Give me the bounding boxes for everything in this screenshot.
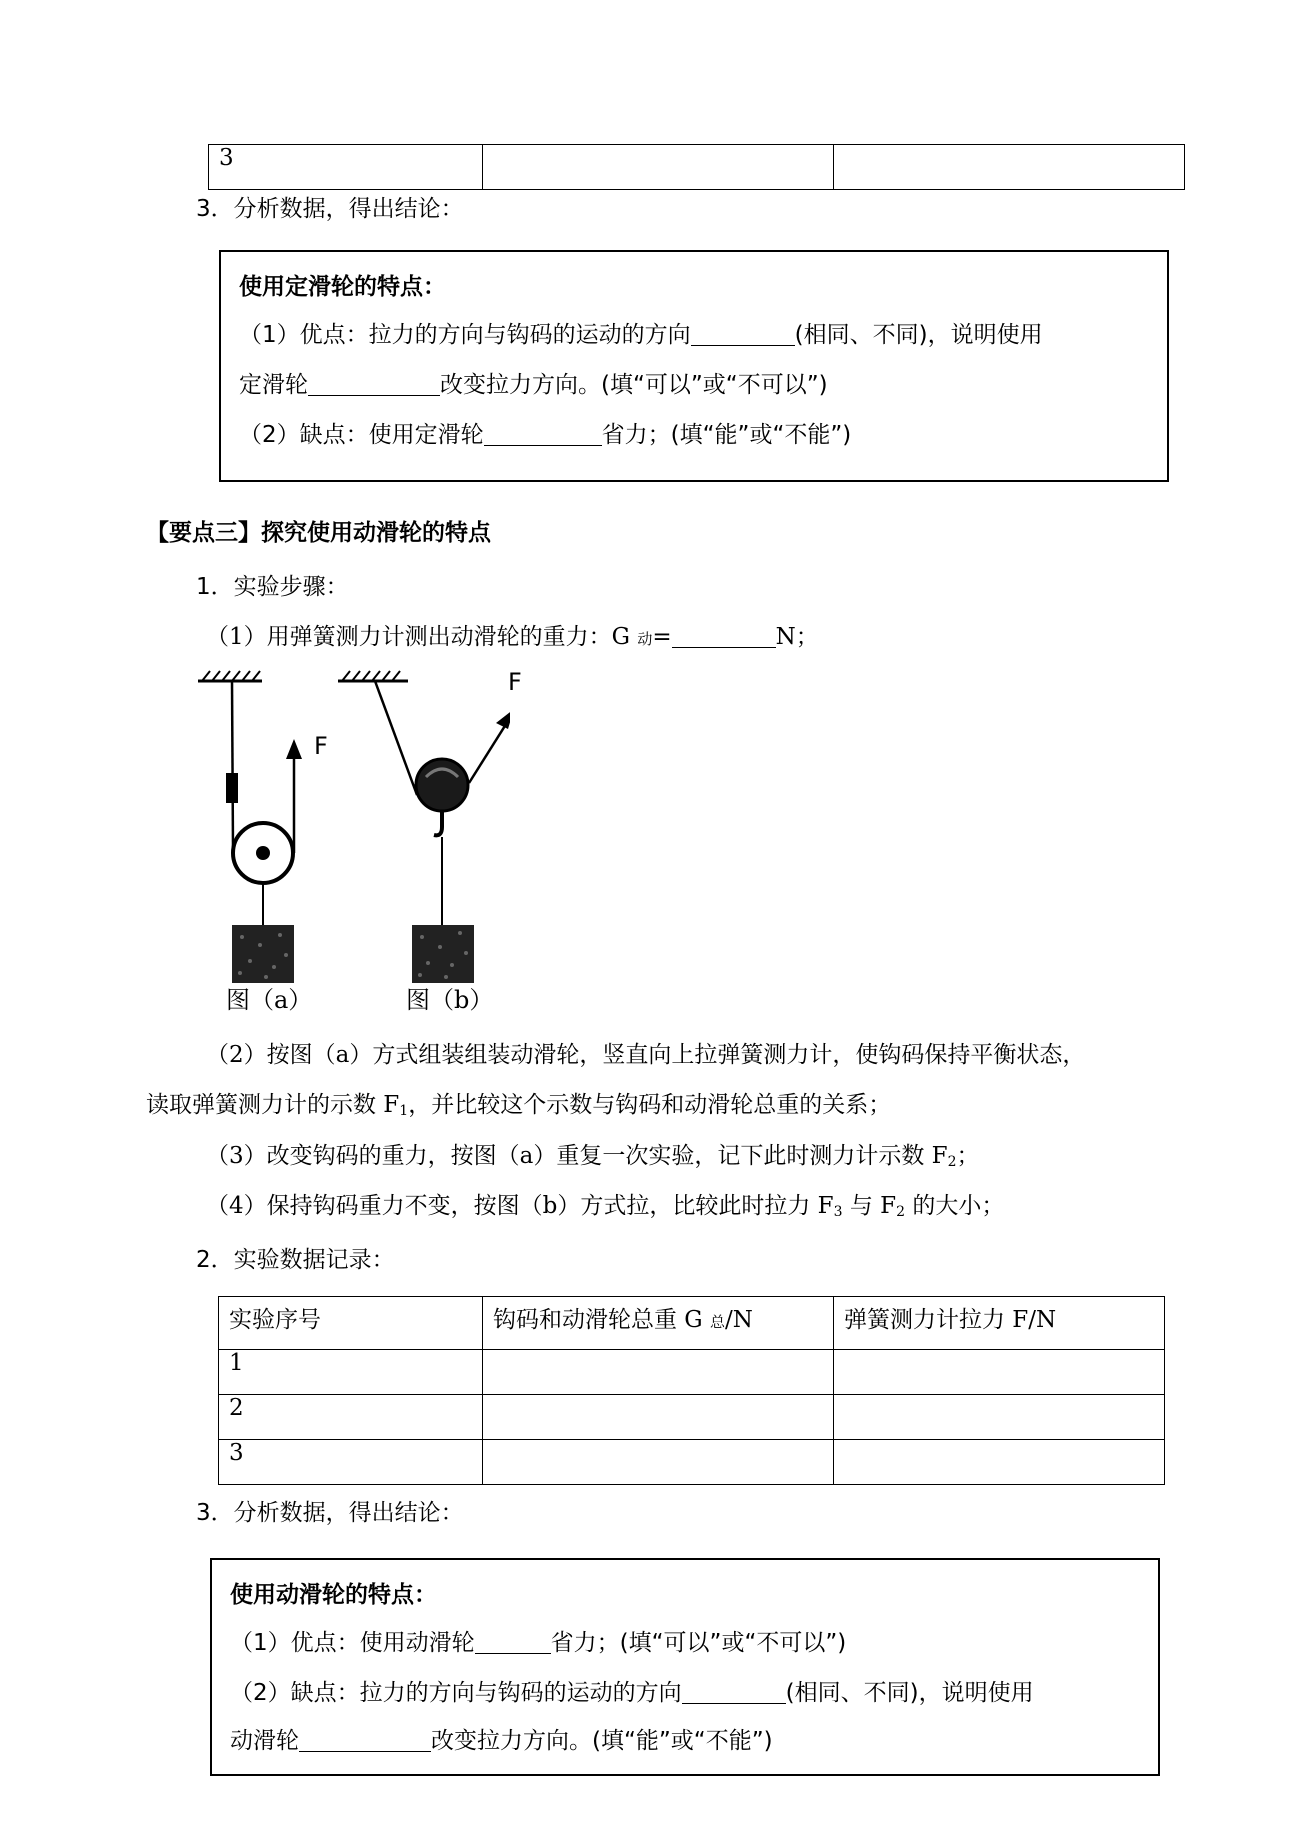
answer-blank[interactable] — [299, 1727, 431, 1752]
subscript: 3 — [833, 1204, 843, 1220]
subscript: 总 — [710, 1313, 726, 1331]
table-row — [209, 145, 1185, 190]
table-row — [219, 1350, 1165, 1395]
text-span: 省力；(填“可以”或“不可以”) — [550, 1630, 847, 1656]
text-span: 与 F — [842, 1193, 897, 1219]
text-span: 定滑轮 — [239, 372, 308, 398]
text-span: (相同、不同)，说明使用 — [785, 1680, 1034, 1706]
figure-a-caption: 图（a） — [226, 986, 313, 1014]
text-span: 读取弹簧测力计的示数 F — [146, 1092, 400, 1118]
answer-blank[interactable] — [308, 371, 440, 396]
section-title: 【要点三】探究使用动滑轮的特点 — [146, 520, 491, 546]
movable-box-disadvantage-cont — [230, 1726, 773, 1756]
text-span: ，并比较这个示数与钩码和动滑轮总重的关系； — [408, 1092, 892, 1118]
figure-a-movable-pulley-vertical — [198, 671, 302, 983]
movable-box-advantage — [230, 1628, 846, 1658]
figure-a-force-label: F — [314, 732, 328, 760]
table-cell — [483, 145, 834, 190]
steps-heading: 1．实验步骤： — [196, 574, 349, 600]
answer-blank[interactable] — [475, 1629, 551, 1654]
subscript: 2 — [896, 1204, 906, 1220]
table-row — [219, 1395, 1165, 1440]
answer-blank[interactable] — [672, 623, 776, 648]
text-span: （4）保持钩码重力不变，按图（b）方式拉，比较此时拉力 F — [206, 1193, 834, 1219]
subscript: 1 — [399, 1103, 409, 1119]
figure-b-caption: 图（b） — [406, 986, 494, 1014]
table-cell — [483, 1440, 834, 1485]
text-span: （2）缺点：使用定滑轮 — [239, 422, 484, 448]
movable-conclusion-heading: 3．分析数据，得出结论： — [196, 1500, 464, 1526]
answer-blank[interactable] — [682, 1679, 786, 1704]
table-cell — [834, 1350, 1165, 1395]
text-span: 改变拉力方向。(填“可以”或“不可以”) — [440, 372, 828, 398]
text-span: /N — [725, 1307, 753, 1333]
text-span: (相同、不同)，说明使用 — [794, 322, 1043, 348]
pulley-figure — [190, 665, 510, 1025]
subscript: 2 — [947, 1154, 957, 1170]
text-span: 的大小； — [905, 1193, 1005, 1219]
figure-b-movable-pulley-oblique — [338, 671, 510, 983]
fixed-pulley-conclusion-box — [219, 250, 1169, 482]
table-cell — [834, 1440, 1165, 1485]
table-cell — [483, 1395, 834, 1440]
step-4 — [206, 1191, 1004, 1227]
data-record-table — [218, 1296, 1165, 1485]
fixed-box-title: 使用定滑轮的特点： — [239, 274, 446, 300]
text-span: （1）优点：拉力的方向与钩码的运动的方向 — [239, 322, 691, 348]
table-cell — [834, 145, 1185, 190]
text-span: 钩码和动滑轮总重 G — [493, 1307, 710, 1333]
text-span: （2）缺点：拉力的方向与钩码的运动的方向 — [230, 1680, 682, 1706]
fixed-box-disadvantage — [239, 420, 851, 450]
subscript: 动 — [637, 630, 653, 648]
step-2-line1: （2）按图（a）方式组装组装动滑轮，竖直向上拉弹簧测力计，使钩码保持平衡状态， — [206, 1042, 1086, 1068]
table-cell-index: 3 — [219, 1440, 483, 1485]
table-cell-index: 1 — [219, 1350, 483, 1395]
figure-b-force-label: F — [508, 668, 522, 696]
table-cell-index: 3 — [209, 145, 483, 190]
table-cell — [834, 1395, 1165, 1440]
fixed-conclusion-heading: 3．分析数据，得出结论： — [196, 196, 464, 222]
movable-box-title: 使用动滑轮的特点： — [230, 1582, 437, 1608]
table-row — [219, 1440, 1165, 1485]
text-span: （1）用弹簧测力计测出动滑轮的重力：G — [206, 624, 638, 650]
answer-blank[interactable] — [691, 321, 795, 346]
movable-pulley-conclusion-box — [210, 1558, 1160, 1776]
text-span: 改变拉力方向。(填“能”或“不能”) — [431, 1728, 773, 1754]
fixed-box-advantage-cont — [239, 370, 828, 400]
movable-box-disadvantage — [230, 1678, 1034, 1708]
table-cell — [483, 1350, 834, 1395]
header-experiment-number: 实验序号 — [219, 1297, 483, 1350]
record-heading: 2．实验数据记录： — [196, 1247, 395, 1273]
step-2-line2 — [146, 1090, 891, 1126]
text-span: 省力；(填“能”或“不能”) — [601, 422, 852, 448]
top-data-table — [208, 144, 1185, 190]
text-span: （3）改变钩码的重力，按图（a）重复一次实验，记下此时测力计示数 F — [206, 1143, 948, 1169]
text-span: = — [652, 624, 672, 650]
table-cell-index: 2 — [219, 1395, 483, 1440]
fixed-box-advantage — [239, 320, 1043, 350]
step-1 — [206, 622, 819, 654]
arrow-diagonal-icon — [496, 709, 510, 729]
header-pull-force: 弹簧测力计拉力 F/N — [834, 1297, 1165, 1350]
header-total-weight — [483, 1297, 834, 1350]
arrow-up-icon — [286, 739, 302, 759]
table-header-row — [219, 1297, 1165, 1350]
step-3 — [206, 1141, 980, 1177]
text-span: （1）优点：使用动滑轮 — [230, 1630, 475, 1656]
text-span: N； — [775, 624, 819, 650]
text-span: ； — [956, 1143, 980, 1169]
answer-blank[interactable] — [484, 421, 602, 446]
text-span: 动滑轮 — [230, 1728, 299, 1754]
